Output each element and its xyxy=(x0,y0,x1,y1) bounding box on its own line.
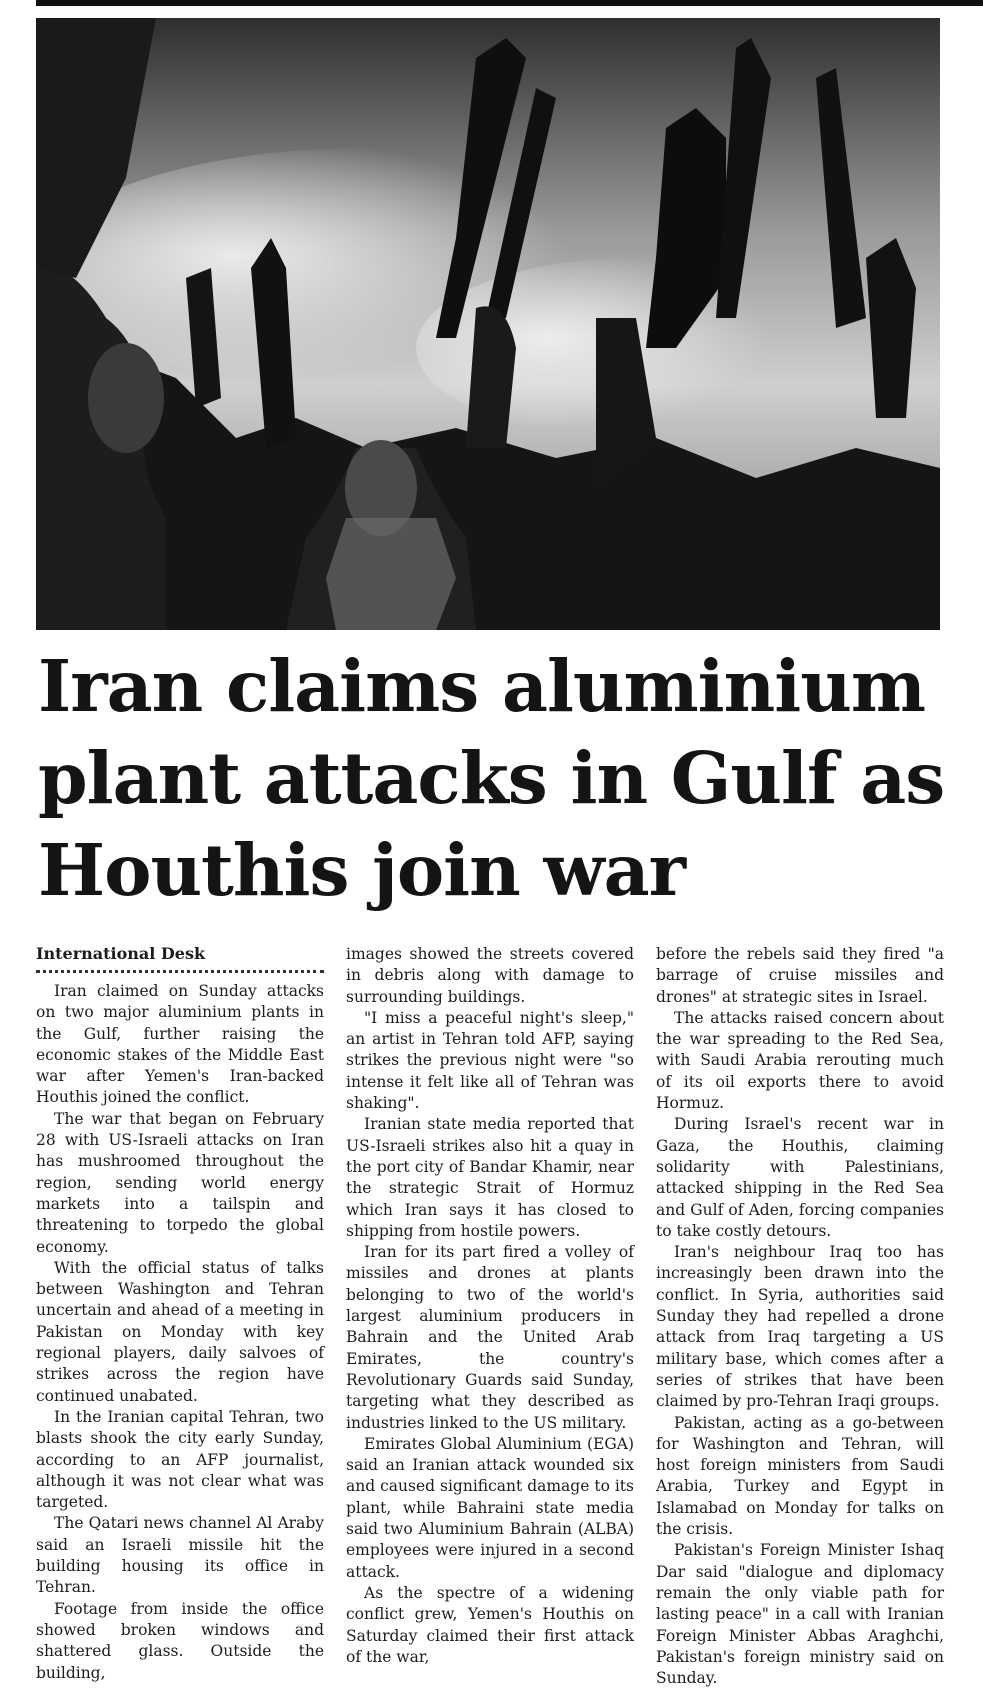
column-3 xyxy=(656,944,944,1688)
column-2 xyxy=(346,944,634,1666)
paragraph: Iran's neighbour Iraq too has increasingly been drawn into the conflict. In Syria, authorities said Sunday they had repelled a drone attack from Iraq targeting a US military base, which comes after a series of strikes that have been claimed by pro-Tehran Iraqi groups. xyxy=(656,1243,944,1411)
paragraph: Iranian state media reported that US-Israeli strikes also hit a quay in the port city of Bandar Khamir, near the strategic Strait of Hormuz which Iran says it has closed to shipping from hostile powers. xyxy=(346,1115,634,1240)
paragraph: With the official status of talks between Washington and Tehran uncertain and ahead of a meeting in Pakistan on Monday with key regional players, daily salvoes of strikes across the region have continued unabated. xyxy=(36,1258,324,1405)
top-rule xyxy=(36,0,983,6)
paragraph: Iran claimed on Sunday attacks on two major aluminium plants in the Gulf, further raising the economic stakes of the Middle East war after Yemen's Iran-backed Houthis joined the conflict. xyxy=(36,982,324,1107)
paragraph: "I miss a peaceful night's sleep," an artist in Tehran told AFP, saying strikes the previous night were "so intense it felt like all of Tehran was shaking". xyxy=(346,1008,634,1113)
column-1 xyxy=(36,944,324,1682)
headline: Iran claims aluminium plant attacks in Gulf as Houthis join war xyxy=(38,644,945,912)
paragraph: Pakistan, acting as a go-between for Washington and Tehran, will host foreign ministers from Saudi Arabia, Turkey and Egypt in Islamabad on Monday for talks on the crisis. xyxy=(656,1413,944,1539)
paragraph: Pakistan's Foreign Minister Ishaq Dar said "dialogue and diplomacy remain the only viable path for lasting peace" in a call with Iranian Foreign Minister Abbas Araghchi, Pakistan's foreign ministry said on Sunday. xyxy=(656,1541,944,1688)
article-body xyxy=(36,944,944,1688)
news-photo xyxy=(36,18,940,630)
paragraph: The Qatari news channel Al Araby said an Israeli missile hit the building housing its office in Tehran. xyxy=(36,1514,324,1597)
paragraph: The attacks raised concern about the war spreading to the Red Sea, with Saudi Arabia rerouting much of its oil exports there to avoid Hormuz. xyxy=(656,1008,944,1113)
paragraph: Footage from inside the office showed broken windows and shattered glass. Outside the building, xyxy=(36,1599,324,1682)
paragraph: As the spectre of a widening conflict grew, Yemen's Houthis on Saturday claimed their first attack of the war, xyxy=(346,1583,634,1666)
paragraph: images showed the streets covered in debris along with damage to surrounding buildings. xyxy=(346,945,634,1006)
paragraph: The war that began on February 28 with US-Israeli attacks on Iran has mushroomed throughout the region, sending world energy markets into a tailspin and threatening to torpedo the global economy. xyxy=(36,1109,324,1256)
paragraph: Iran for its part fired a volley of missiles and drones at plants belonging to two of the world's largest aluminium producers in Bahrain and the United Arab Emirates, the country's Revolutionary Guards said Sunday, targeting what they described as industries linked to the US military. xyxy=(346,1243,634,1432)
paragraph: before the rebels said they fired "a barrage of cruise missiles and drones" at strategic sites in Israel. xyxy=(656,945,944,1006)
paragraph: During Israel's recent war in Gaza, the Houthis, claiming solidarity with Palestinians, attacked shipping in the Red Sea and Gulf of Aden, forcing companies to take costly detours. xyxy=(656,1115,944,1240)
paragraph: In the Iranian capital Tehran, two blasts shook the city early Sunday, according to an AFP journalist, although it was not clear what was targeted. xyxy=(36,1407,324,1512)
paragraph: Emirates Global Aluminium (EGA) said an Iranian attack wounded six and caused significant damage to its plant, while Bahraini state media said two Aluminium Bahrain (ALBA) employees were injured in a second attack. xyxy=(346,1434,634,1581)
byline: International Desk xyxy=(36,944,324,973)
